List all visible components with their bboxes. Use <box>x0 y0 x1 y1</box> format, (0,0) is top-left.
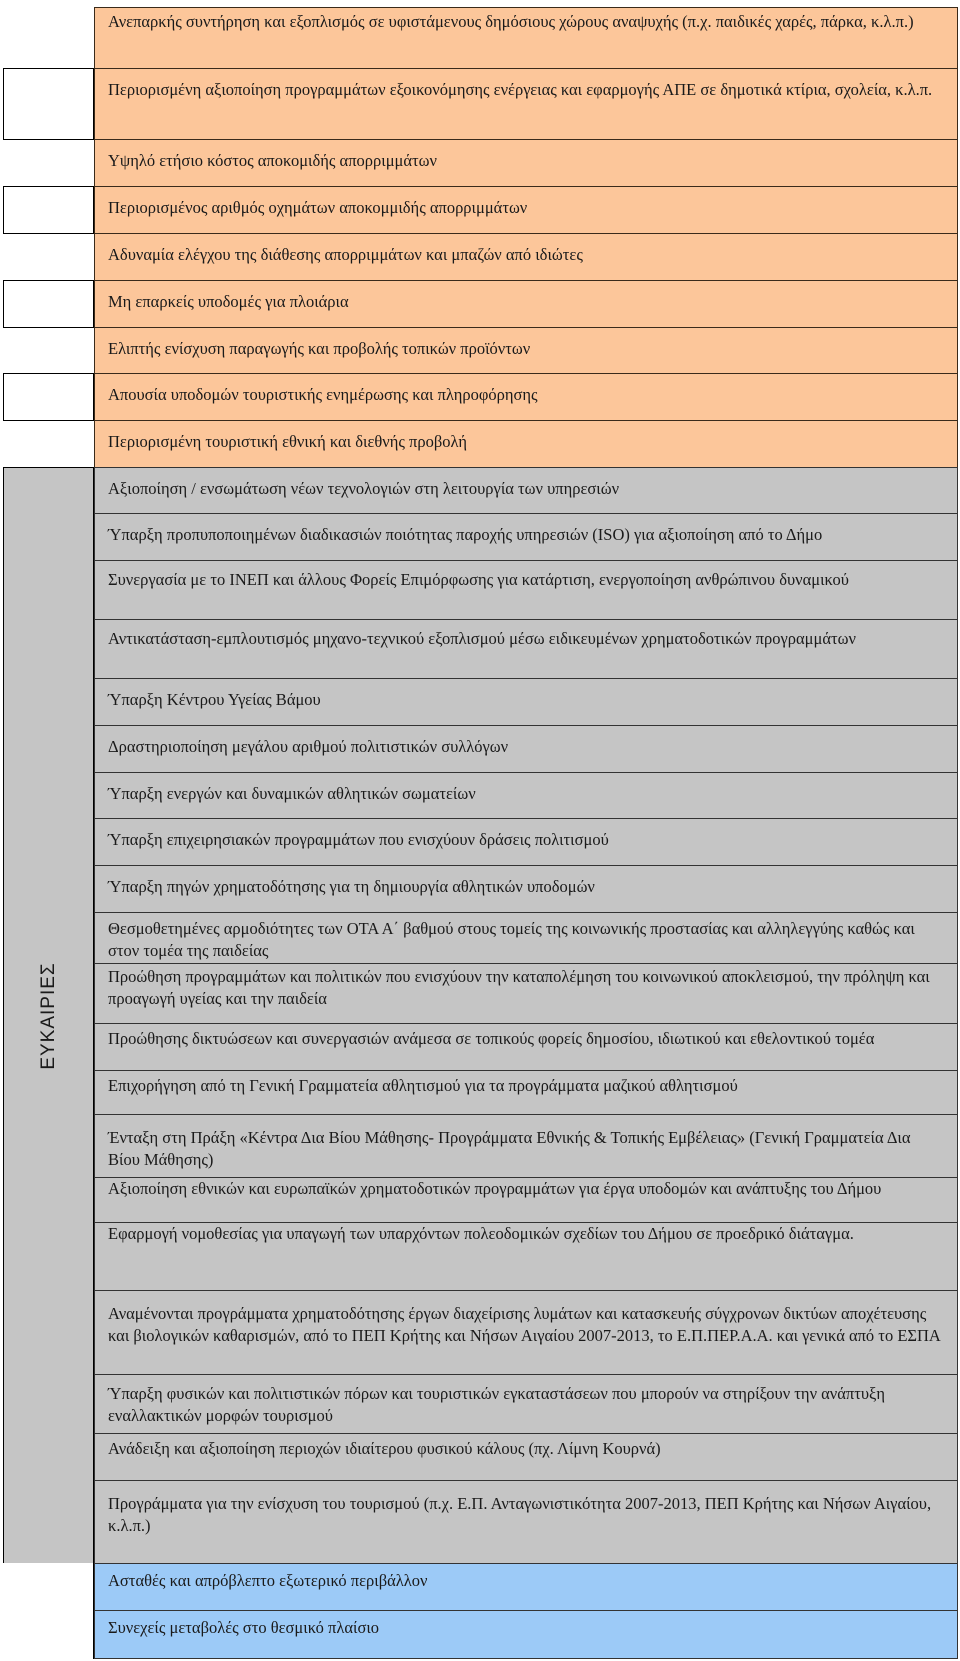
opportunity-row: Ύπαρξη φυσικών και πολιτιστικών πόρων και τουριστικών εγκαταστάσεων που μπορούν να στηρίξουν την ανάπτυξη εναλλακτικών μορφών τουρισμού <box>94 1374 958 1434</box>
opportunity-row: Δραστηριοποίηση μεγάλου αριθμού πολιτιστικών συλλόγων <box>94 725 958 773</box>
opportunity-row: Επιχορήγηση από τη Γενική Γραμματεία αθλητισμού για τα προγράμματα μαζικού αθλητισμού <box>94 1070 958 1115</box>
threat-row: Ασταθές και απρόβλεπτο εξωτερικό περιβάλλον <box>94 1563 958 1611</box>
opportunity-row: Προώθηση προγραμμάτων και πολιτικών που ενισχύουν την καταπολέμηση του κοινωνικού αποκλεισμού, την πρόληψη και προαγωγή υγείας και την παιδεία <box>94 963 958 1024</box>
weakness-row: Υψηλό ετήσιο κόστος αποκομιδής απορριμμάτων <box>94 139 958 187</box>
opportunity-row: Ύπαρξη πηγών χρηματοδότησης για τη δημιουργία αθλητικών υποδομών <box>94 865 958 913</box>
opportunity-row: Ύπαρξη Κέντρου Υγείας Βάμου <box>94 678 958 726</box>
opportunity-row: Αντικατάσταση-εμπλουτισμός μηχανο-τεχνικού εξοπλισμού μέσω ειδικευμένων χρηματοδοτικών προγραμμάτων <box>94 619 958 679</box>
weakness-row: Περιορισμένος αριθμός οχημάτων αποκομμιδής απορριμμάτων <box>94 186 958 234</box>
threats-label-cell <box>3 1563 94 1659</box>
opportunity-row: Ένταξη στη Πράξη «Κέντρα Δια Βίου Μάθησης- Προγράμματα Εθνικής & Τοπικής Εμβέλειας» (Γενική Γραμματεία Δια Βίου Μάθησης) <box>94 1114 958 1178</box>
opportunity-row: Ανάδειξη και αξιοποίηση περιοχών ιδιαίτερου φυσικού κάλους (πχ. Λίμνη Κουρνά) <box>94 1433 958 1481</box>
weakness-row: Περιορισμένη τουριστική εθνική και διεθνής προβολή <box>94 420 958 468</box>
opportunity-row: Αξιοποίηση / ενσωμάτωση νέων τεχνολογιών στη λειτουργία των υπηρεσιών <box>94 467 958 514</box>
opportunity-row: Προώθησης δικτυώσεων και συνεργασιών ανάμεσα σε τοπικούς φορείς δημοσίου, ιδιωτικού και εθελοντικού τομέα <box>94 1023 958 1071</box>
opportunity-row: Συνεργασία με το ΙΝΕΠ και άλλους Φορείς Επιμόρφωσης για κατάρτιση, ενεργοποίηση ανθρώπινου δυναμικού <box>94 560 958 620</box>
weakness-row: Ανεπαρκής συντήρηση και εξοπλισμός σε υφιστάμενους δημόσιους χώρους αναψυχής (π.χ. παιδικές χαρές, πάρκα, κ.λ.π.) <box>94 7 958 69</box>
weakness-label-box <box>3 186 94 234</box>
opportunities-label-cell <box>3 467 94 1564</box>
opportunity-row: Ύπαρξη επιχειρησιακών προγραμμάτων που ενισχύουν δράσεις πολιτισμού <box>94 818 958 866</box>
opportunity-row: Εφαρμογή νομοθεσίας για υπαγωγή των υπαρχόντων πολεοδομικών σχεδίων του Δήμου σε προεδρικό διάταγμα. <box>94 1222 958 1291</box>
opportunities-section <box>0 467 960 1564</box>
opportunity-row: Προγράμματα για την ενίσχυση του τουρισμού (π.χ. Ε.Π. Ανταγωνιστικότητα 2007-2013, ΠΕΠ Κρήτης και Νήσων Αιγαίου, κ.λ.π.) <box>94 1480 958 1564</box>
opportunities-label: ΕΥΚΑΙΡΙΕΣ <box>37 961 59 1070</box>
weakness-row: Ελιπτής ενίσχυση παραγωγής και προβολής τοπικών προϊόντων <box>94 327 958 374</box>
threat-row: Συνεχείς μεταβολές στο θεσμικό πλαίσιο <box>94 1610 958 1659</box>
opportunity-row: Ύπαρξη ενεργών και δυναμικών αθλητικών σωματείων <box>94 772 958 819</box>
weakness-row: Αδυναμία ελέγχου της διάθεσης απορριμμάτων και μπαζών από ιδιώτες <box>94 233 958 281</box>
weakness-row: Μη επαρκείς υποδομές για πλοιάρια <box>94 280 958 328</box>
weakness-label-box <box>3 68 94 140</box>
opportunity-row: Ύπαρξη προπυποποιημένων διαδικασιών ποιότητας παροχής υπηρεσιών (ISO) για αξιοποίηση από το Δήμο <box>94 513 958 561</box>
weakness-row: Απουσία υποδομών τουριστικής ενημέρωσης και πληροφόρησης <box>94 373 958 421</box>
threats-section <box>0 1563 960 1659</box>
weakness-label-box <box>3 373 94 421</box>
opportunity-row: Θεσμοθετημένες αρμοδιότητες των ΟΤΑ Α΄ βαθμού στους τομείς της κοινωνικής προστασίας και αλληλεγγύης καθώς και στον τομέα της παιδείας <box>94 912 958 964</box>
opportunity-row: Αναμένονται προγράμματα χρηματοδότησης έργων διαχείρισης λυμάτων και κατασκευής σύγχρονων δικτύων αποχέτευσης και βιολογικών καθαρισμών, από το ΠΕΠ Κρήτης και Νήσων Αιγαίου 2007-2013, το Ε.Π.ΠΕΡ.Α.Α. και γενικά από το ΕΣΠΑ <box>94 1290 958 1375</box>
opportunity-row: Αξιοποίηση εθνικών και ευρωπαϊκών χρηματοδοτικών προγραμμάτων για έργα υποδομών και ανάπτυξης του Δήμου <box>94 1177 958 1223</box>
weaknesses-section <box>0 0 960 468</box>
weakness-label-box <box>3 280 94 328</box>
weakness-row: Περιορισμένη αξιοποίηση προγραμμάτων εξοικονόμησης ενέργειας και εφαρμογής ΑΠΕ σε δημοτικά κτίρια, σχολεία, κ.λ.π. <box>94 68 958 140</box>
